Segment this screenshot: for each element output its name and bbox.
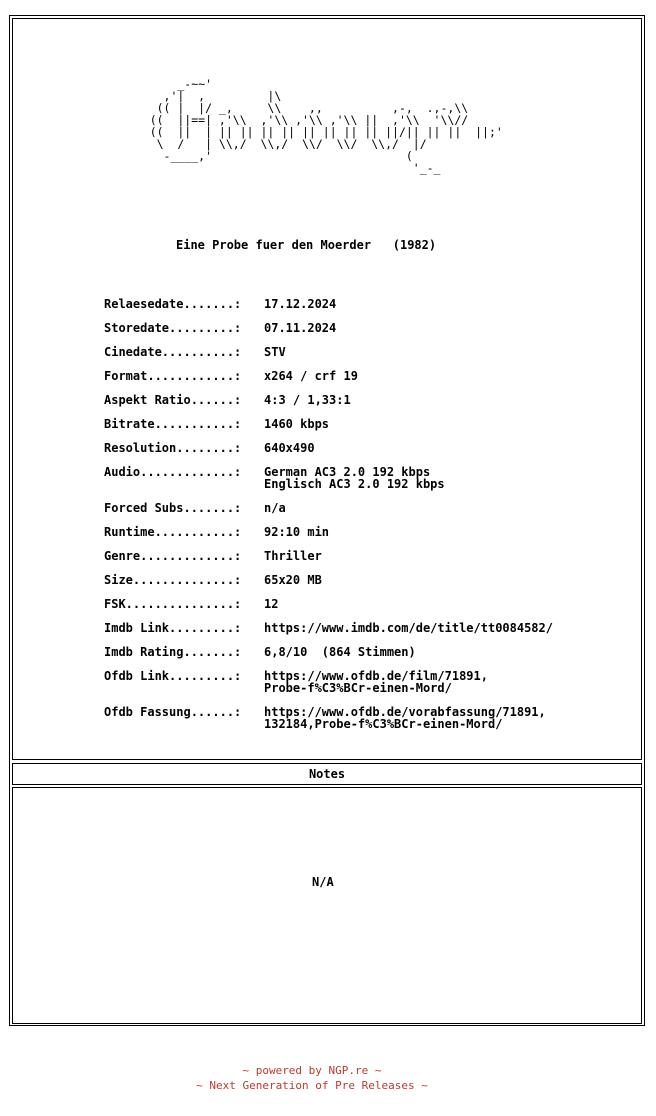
info-value: 65x20 MB — [264, 573, 322, 587]
info-row-imdb-link — [104, 622, 553, 634]
info-row-resolution — [104, 442, 553, 454]
info-key: Bitrate...........: — [104, 417, 242, 431]
info-list — [104, 298, 553, 742]
info-value: Thriller — [264, 549, 322, 563]
info-key: Size..............: — [104, 573, 242, 587]
info-row-genre — [104, 550, 553, 562]
info-key: Runtime...........: — [104, 525, 242, 539]
info-key: Forced Subs.......: — [104, 501, 242, 515]
info-key: FSK...............: — [104, 597, 242, 611]
info-value: 07.11.2024 — [264, 321, 337, 335]
info-row-imdb-rating — [104, 646, 553, 658]
info-value: 17.12.2024 — [264, 297, 337, 311]
info-row-runtime — [104, 526, 553, 538]
footer-powered-by: ~ powered by NGP.re ~ — [242, 1064, 382, 1077]
info-value: 4:3 / 1,33:1 — [264, 393, 351, 407]
ofdb-fassung-link[interactable]: https://www.ofdb.de/vorabfassung/71891, 132184,Probe-f%C3%BCr-einen-Mord/ — [264, 705, 546, 731]
info-row-ofdb-fassung — [104, 706, 553, 730]
info-key: Cinedate..........: — [104, 345, 242, 359]
ascii-logo: _-~~' ,'| , |\ (( | |/ _, \\ ,, ,-, .,-,\\ (( ||==| ,'\\ ,'\\ ,'\\ ,'\\ || ,'\\ '\\// (( || | || || || || || || || || ||/|| || || ||;' \ / | \\,/ \\,/ \\/ \\/ \\,/ |/ -____,' ( '_-_ — [149, 77, 503, 175]
info-value: 12 — [264, 597, 279, 611]
info-value: STV — [264, 345, 286, 359]
footer-tagline: ~ Next Generation of Pre Releases ~ — [196, 1079, 428, 1092]
info-value: 640x490 — [264, 441, 315, 455]
info-row-format — [104, 370, 553, 382]
info-key: Aspekt Ratio......: — [104, 393, 242, 407]
info-value: 92:10 min — [264, 525, 330, 539]
info-key: Genre.............: — [104, 549, 242, 563]
info-row-cinedate — [104, 346, 553, 358]
info-row-fsk — [104, 598, 553, 610]
info-row-audio — [104, 466, 553, 490]
info-value: 6,8/10 (864 Stimmen) — [264, 645, 416, 659]
info-key: Ofdb Link.........: — [104, 669, 242, 683]
info-value: German AC3 2.0 192 kbps Englisch AC3 2.0 192 kbps — [264, 465, 445, 491]
info-row-aspect-ratio — [104, 394, 553, 406]
info-value: x264 / crf 19 — [264, 369, 358, 383]
info-row-size — [104, 574, 553, 586]
info-key: Format............: — [104, 369, 242, 383]
info-row-storedate — [104, 322, 553, 334]
info-key: Relaesedate.......: — [104, 297, 242, 311]
info-value: 1460 kbps — [264, 417, 330, 431]
info-key: Imdb Link.........: — [104, 621, 242, 635]
ofdb-link[interactable]: https://www.ofdb.de/film/71891, Probe-f%C3%BCr-einen-Mord/ — [264, 669, 488, 695]
imdb-link[interactable]: https://www.imdb.com/de/title/tt0084582/ — [264, 621, 553, 635]
info-key: Audio.............: — [104, 465, 242, 479]
info-row-forced-subs — [104, 502, 553, 514]
info-key: Storedate.........: — [104, 321, 242, 335]
info-key: Ofdb Fassung......: — [104, 705, 242, 719]
info-row-bitrate — [104, 418, 553, 430]
release-title: Eine Probe fuer den Moerder (1982) — [176, 238, 437, 252]
info-key: Imdb Rating.......: — [104, 645, 242, 659]
notes-text: N/A — [312, 875, 334, 889]
info-value: n/a — [264, 501, 286, 515]
notes-panel — [12, 787, 642, 1024]
info-row-ofdb-link — [104, 670, 553, 694]
info-row-releasedate — [104, 298, 553, 310]
info-key: Resolution........: — [104, 441, 242, 455]
notes-header: Notes — [12, 763, 642, 785]
